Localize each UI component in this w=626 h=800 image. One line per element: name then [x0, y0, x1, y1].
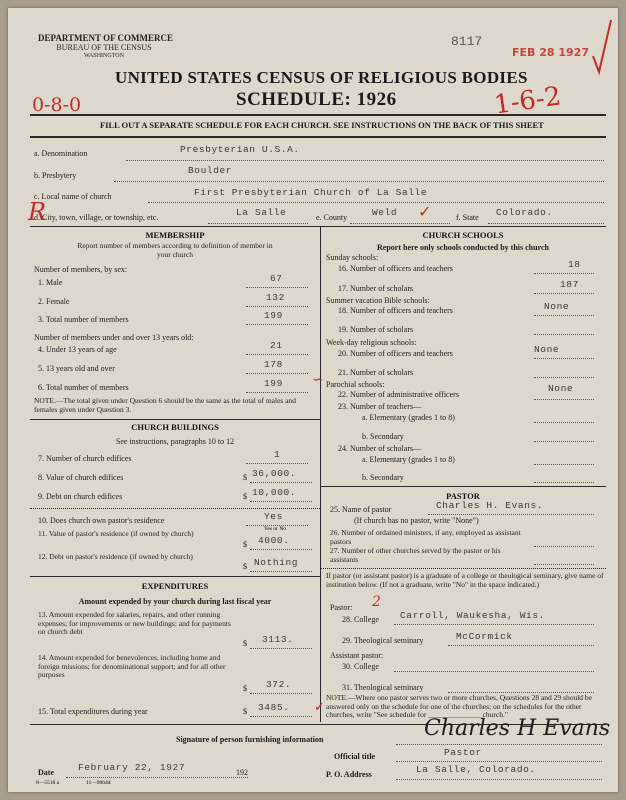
q25-line	[428, 514, 594, 515]
pastor-label: Pastor:	[330, 603, 353, 612]
q28-label: 28. College	[342, 615, 379, 624]
department-name: DEPARTMENT OF COMMERCE	[38, 33, 174, 43]
department-block	[38, 33, 174, 61]
signature-line	[396, 744, 602, 745]
q5-value: 178	[264, 359, 283, 370]
denomination-line	[126, 160, 604, 161]
q6-value: 199	[264, 378, 283, 389]
bureau-city: WASHINGTON	[84, 53, 124, 59]
presbytery-label: b. Presbytery	[34, 171, 77, 180]
church-name-line	[148, 202, 604, 203]
q8-line	[250, 482, 312, 483]
q19-label: 19. Number of scholars	[338, 325, 414, 334]
q11-value: 4000.	[258, 535, 290, 546]
denomination-label: a. Denomination	[34, 149, 88, 158]
q2-line	[246, 306, 308, 307]
q16-label: 16. Number of officers and teachers	[338, 264, 453, 273]
instruction-band: FILL OUT A SEPARATE SCHEDULE FOR EACH CHURCH. SEE INSTRUCTIONS ON THE BACK OF THIS SHEET	[100, 120, 544, 130]
q13-value: 3113.	[262, 634, 294, 645]
q20-label: 20. Number of officers and teachers	[338, 349, 453, 358]
q14-line	[250, 693, 312, 694]
column-divider	[320, 226, 321, 722]
q31-label: 31. Theological seminary	[342, 683, 424, 692]
po-address-line	[396, 779, 602, 780]
q14-value: 372.	[266, 679, 292, 690]
q2-value: 132	[266, 292, 285, 303]
q3-line	[246, 324, 308, 325]
q23a-label: a. Elementary (grades 1 to 8)	[362, 413, 455, 422]
q3-value: 199	[264, 310, 283, 321]
q9-value: 10,000.	[252, 487, 297, 498]
date-value: February 22, 1927	[78, 762, 186, 773]
q13-line	[250, 648, 312, 649]
church-name-label: c. Local name of church	[34, 192, 112, 201]
q22-label: 22. Number of administrative officers	[338, 390, 459, 399]
schedule-title: SCHEDULE: 1926	[236, 89, 397, 110]
q18-label: 18. Number of officers and teachers	[338, 306, 453, 315]
q23b-line	[534, 441, 594, 442]
q24b-line	[534, 482, 594, 483]
red-annotation-right: 1-6-2	[492, 81, 563, 121]
q15-dollar: $	[243, 707, 247, 716]
q23a-line	[534, 422, 594, 423]
q25-label: 25. Name of pastor	[330, 505, 392, 514]
state-value: Colorado.	[496, 207, 553, 218]
form-code-2: 11—9064d	[86, 780, 111, 786]
q12-label: 12. Debt on pastor's residence (if owned by church)	[38, 552, 193, 561]
date-suffix: 192	[236, 768, 248, 777]
q3-label: 3. Total number of members	[38, 315, 129, 324]
q17-line	[534, 293, 594, 294]
q15-line	[250, 716, 312, 717]
q1-value: 67	[270, 273, 283, 284]
q2-label: 2. Female	[38, 297, 70, 306]
q29-label: 29. Theological seminary	[342, 636, 424, 645]
q6-line	[246, 392, 308, 393]
form-number: 8117	[451, 34, 483, 49]
schools-title: CHURCH SCHOOLS	[422, 230, 504, 240]
q23-label: 23. Number of teachers—	[338, 402, 422, 411]
red-annotation-r: R	[28, 198, 47, 226]
membership-intro: Report number of members according to definition of member in your church	[77, 241, 273, 259]
city-value: La Salle	[236, 207, 287, 218]
q17-label: 17. Number of scholars	[338, 284, 414, 293]
q24a-line	[534, 464, 594, 465]
q13-dollar: $	[243, 639, 247, 648]
q9-line	[250, 501, 312, 502]
q19-line	[534, 334, 594, 335]
state-label: f. State	[456, 213, 479, 222]
q25-value: Charles H. Evans.	[436, 500, 544, 511]
q4-label: 4. Under 13 years of age	[38, 345, 117, 354]
q7-value: 1	[274, 449, 281, 460]
date-label: Date	[38, 768, 54, 777]
expenditures-intro: Amount expended by your church during last fiscal year	[78, 597, 272, 606]
vacation-schools: Summer vacation Bible schools:	[326, 296, 430, 305]
q4-value: 21	[270, 340, 283, 351]
q9-label: 9. Debt on church edifices	[38, 492, 123, 501]
red-check-mark	[591, 16, 613, 76]
q12-dollar: $	[243, 562, 247, 571]
header-rule-top	[30, 114, 606, 116]
q11-dollar: $	[243, 540, 247, 549]
q28-line	[394, 624, 594, 625]
denomination-value: Presbyterian U.S.A.	[180, 144, 300, 155]
q18-value: None	[544, 301, 570, 312]
q21-label: 21. Number of scholars	[338, 368, 414, 377]
graduate-note: If pastor (or assistant pastor) is a graduate of a college or theological seminary, give name of institution below. (If not a graduate, write "No" in the space indicated.)	[326, 571, 604, 589]
q14-label: 14. Amount expended for benevolences, including home and foreign missions; for denominational support; and for all other purposes	[38, 653, 226, 679]
q30-line	[394, 671, 594, 672]
expenditures-title: EXPENDITURES	[141, 581, 209, 591]
q8-dollar: $	[243, 473, 247, 482]
county-line	[350, 223, 450, 224]
expenditures-rule	[30, 576, 320, 577]
q24-label: 24. Number of scholars—	[338, 444, 422, 453]
q22-value: None	[548, 383, 574, 394]
q10-hint: Yes or No	[264, 526, 287, 532]
pastor-note: NOTE.—Where one pastor serves two or more churches, Questions 28 and 29 should be answered only on the schedule for one of the churches; on the schedules for the other churches, write "See schedule for ______________ church."	[326, 693, 592, 719]
header-rule-bottom	[30, 136, 606, 138]
red-mark-q15: ✓	[314, 700, 325, 715]
buildings-sub: See instructions, paragraphs 10 to 12	[115, 437, 235, 446]
q16-value: 18	[568, 259, 581, 270]
q17-value: 187	[560, 279, 579, 290]
q15-value: 3485.	[258, 702, 290, 713]
q29-value: McCormick	[456, 631, 513, 642]
q6-label: 6. Total number of members	[38, 383, 129, 392]
membership-note: NOTE.—The total given under Question 6 should be the same as the total of males and females given under Question 3.	[34, 396, 297, 414]
po-address-label: P. O. Address	[326, 770, 372, 779]
presbytery-value: Boulder	[188, 165, 233, 176]
q27-label: 27. Number of other churches served by the pastor or his assistants	[330, 546, 501, 564]
q20-line	[534, 358, 594, 359]
q12-value: Nothing	[254, 557, 299, 568]
state-line	[488, 223, 604, 224]
official-title-line	[396, 761, 602, 762]
sunday-schools: Sunday schools:	[326, 253, 379, 262]
q28-value: Carroll, Waukesha, Wis.	[400, 610, 545, 621]
q23b-label: b. Secondary	[362, 432, 404, 441]
form-title: UNITED STATES CENSUS OF RELIGIOUS BODIES	[115, 68, 528, 87]
official-title-value: Pastor	[444, 747, 482, 758]
section-rule	[30, 226, 606, 227]
city-line	[208, 223, 308, 224]
q1-line	[246, 287, 308, 288]
parochial-schools: Parochial schools:	[326, 380, 385, 389]
q7-line	[246, 463, 308, 464]
church-name-value: First Presbyterian Church of La Salle	[194, 187, 428, 198]
q12-line	[250, 571, 312, 572]
red-pastor-mark: 2	[372, 594, 381, 610]
red-mark-q6: ∽	[312, 372, 324, 388]
q14-dollar: $	[243, 684, 247, 693]
q10-value: Yes	[264, 511, 283, 522]
county-label: e. County	[316, 213, 348, 222]
q9-dollar: $	[243, 492, 247, 501]
q7-label: 7. Number of church edifices	[38, 454, 132, 463]
q30-label: 30. College	[342, 662, 379, 671]
q11-line	[250, 549, 312, 550]
q24a-label: a. Elementary (grades 1 to 8)	[362, 455, 455, 464]
date-line	[66, 777, 248, 778]
buildings-rule	[30, 419, 320, 420]
weekday-schools: Week-day religious schools:	[326, 338, 417, 347]
q16-line	[534, 273, 594, 274]
q18-line	[534, 315, 594, 316]
q25-hint: (If church has no pastor, write "None")	[354, 516, 479, 525]
bureau-name: BUREAU OF THE CENSUS	[56, 43, 152, 52]
q24b-label: b. Secondary	[362, 473, 404, 482]
pastor-title: PASTOR	[446, 491, 480, 501]
official-title-label: Official title	[334, 752, 376, 761]
members-by-sex: Number of members, by sex:	[34, 265, 128, 274]
q5-label: 5. 13 years old and over	[38, 364, 115, 373]
q10-label: 10. Does church own pastor's residence	[38, 516, 165, 525]
form-code-1: 8—5518 a	[36, 780, 60, 786]
q15-label: 15. Total expenditures during year	[38, 707, 148, 716]
buildings-midrule	[30, 508, 320, 509]
schools-intro: Report here only schools conducted by this church	[377, 243, 549, 252]
q13-label: 13. Amount expended for salaries, repairs, and other running expenses; for improvements or new buildings; and for payments on church debt	[38, 610, 231, 636]
red-tick-county: ✓	[418, 202, 432, 221]
signature-handwritten: Charles H Evans	[424, 716, 611, 741]
q5-line	[246, 373, 308, 374]
buildings-title: CHURCH BUILDINGS	[131, 422, 219, 432]
q1-label: 1. Male	[38, 278, 63, 287]
q22-line	[534, 399, 594, 400]
members-by-age: Number of members under and over 13 years old:	[34, 333, 194, 342]
q26-label: 26. Number of ordained ministers, if any, employed as assistant pastors	[330, 528, 521, 546]
q29-line	[448, 645, 594, 646]
city-label: d. City, town, village, or township, etc.	[34, 213, 159, 222]
q4-line	[246, 354, 308, 355]
signature-label: Signature of person furnishing information	[176, 735, 324, 744]
county-value: Weld	[372, 207, 398, 218]
q11-label: 11. Value of pastor's residence (if owned by church)	[38, 529, 194, 538]
membership-title: MEMBERSHIP	[145, 230, 205, 240]
q20-value: None	[534, 344, 560, 355]
q8-label: 8. Value of church edifices	[38, 473, 124, 482]
pastor-midrule	[320, 568, 606, 569]
q21-line	[534, 377, 594, 378]
pastor-rule	[320, 486, 606, 487]
received-date-stamp: FEB 28 1927	[512, 46, 589, 59]
q8-value: 36,000.	[252, 468, 297, 479]
census-schedule-page	[8, 8, 618, 792]
presbytery-line	[114, 181, 604, 182]
red-annotation-code: 0-8-0	[32, 94, 82, 116]
po-address-value: La Salle, Colorado.	[416, 764, 536, 775]
assistant-pastor-label: Assistant pastor:	[330, 651, 384, 660]
q26-line	[534, 546, 594, 547]
q27-line	[534, 564, 594, 565]
